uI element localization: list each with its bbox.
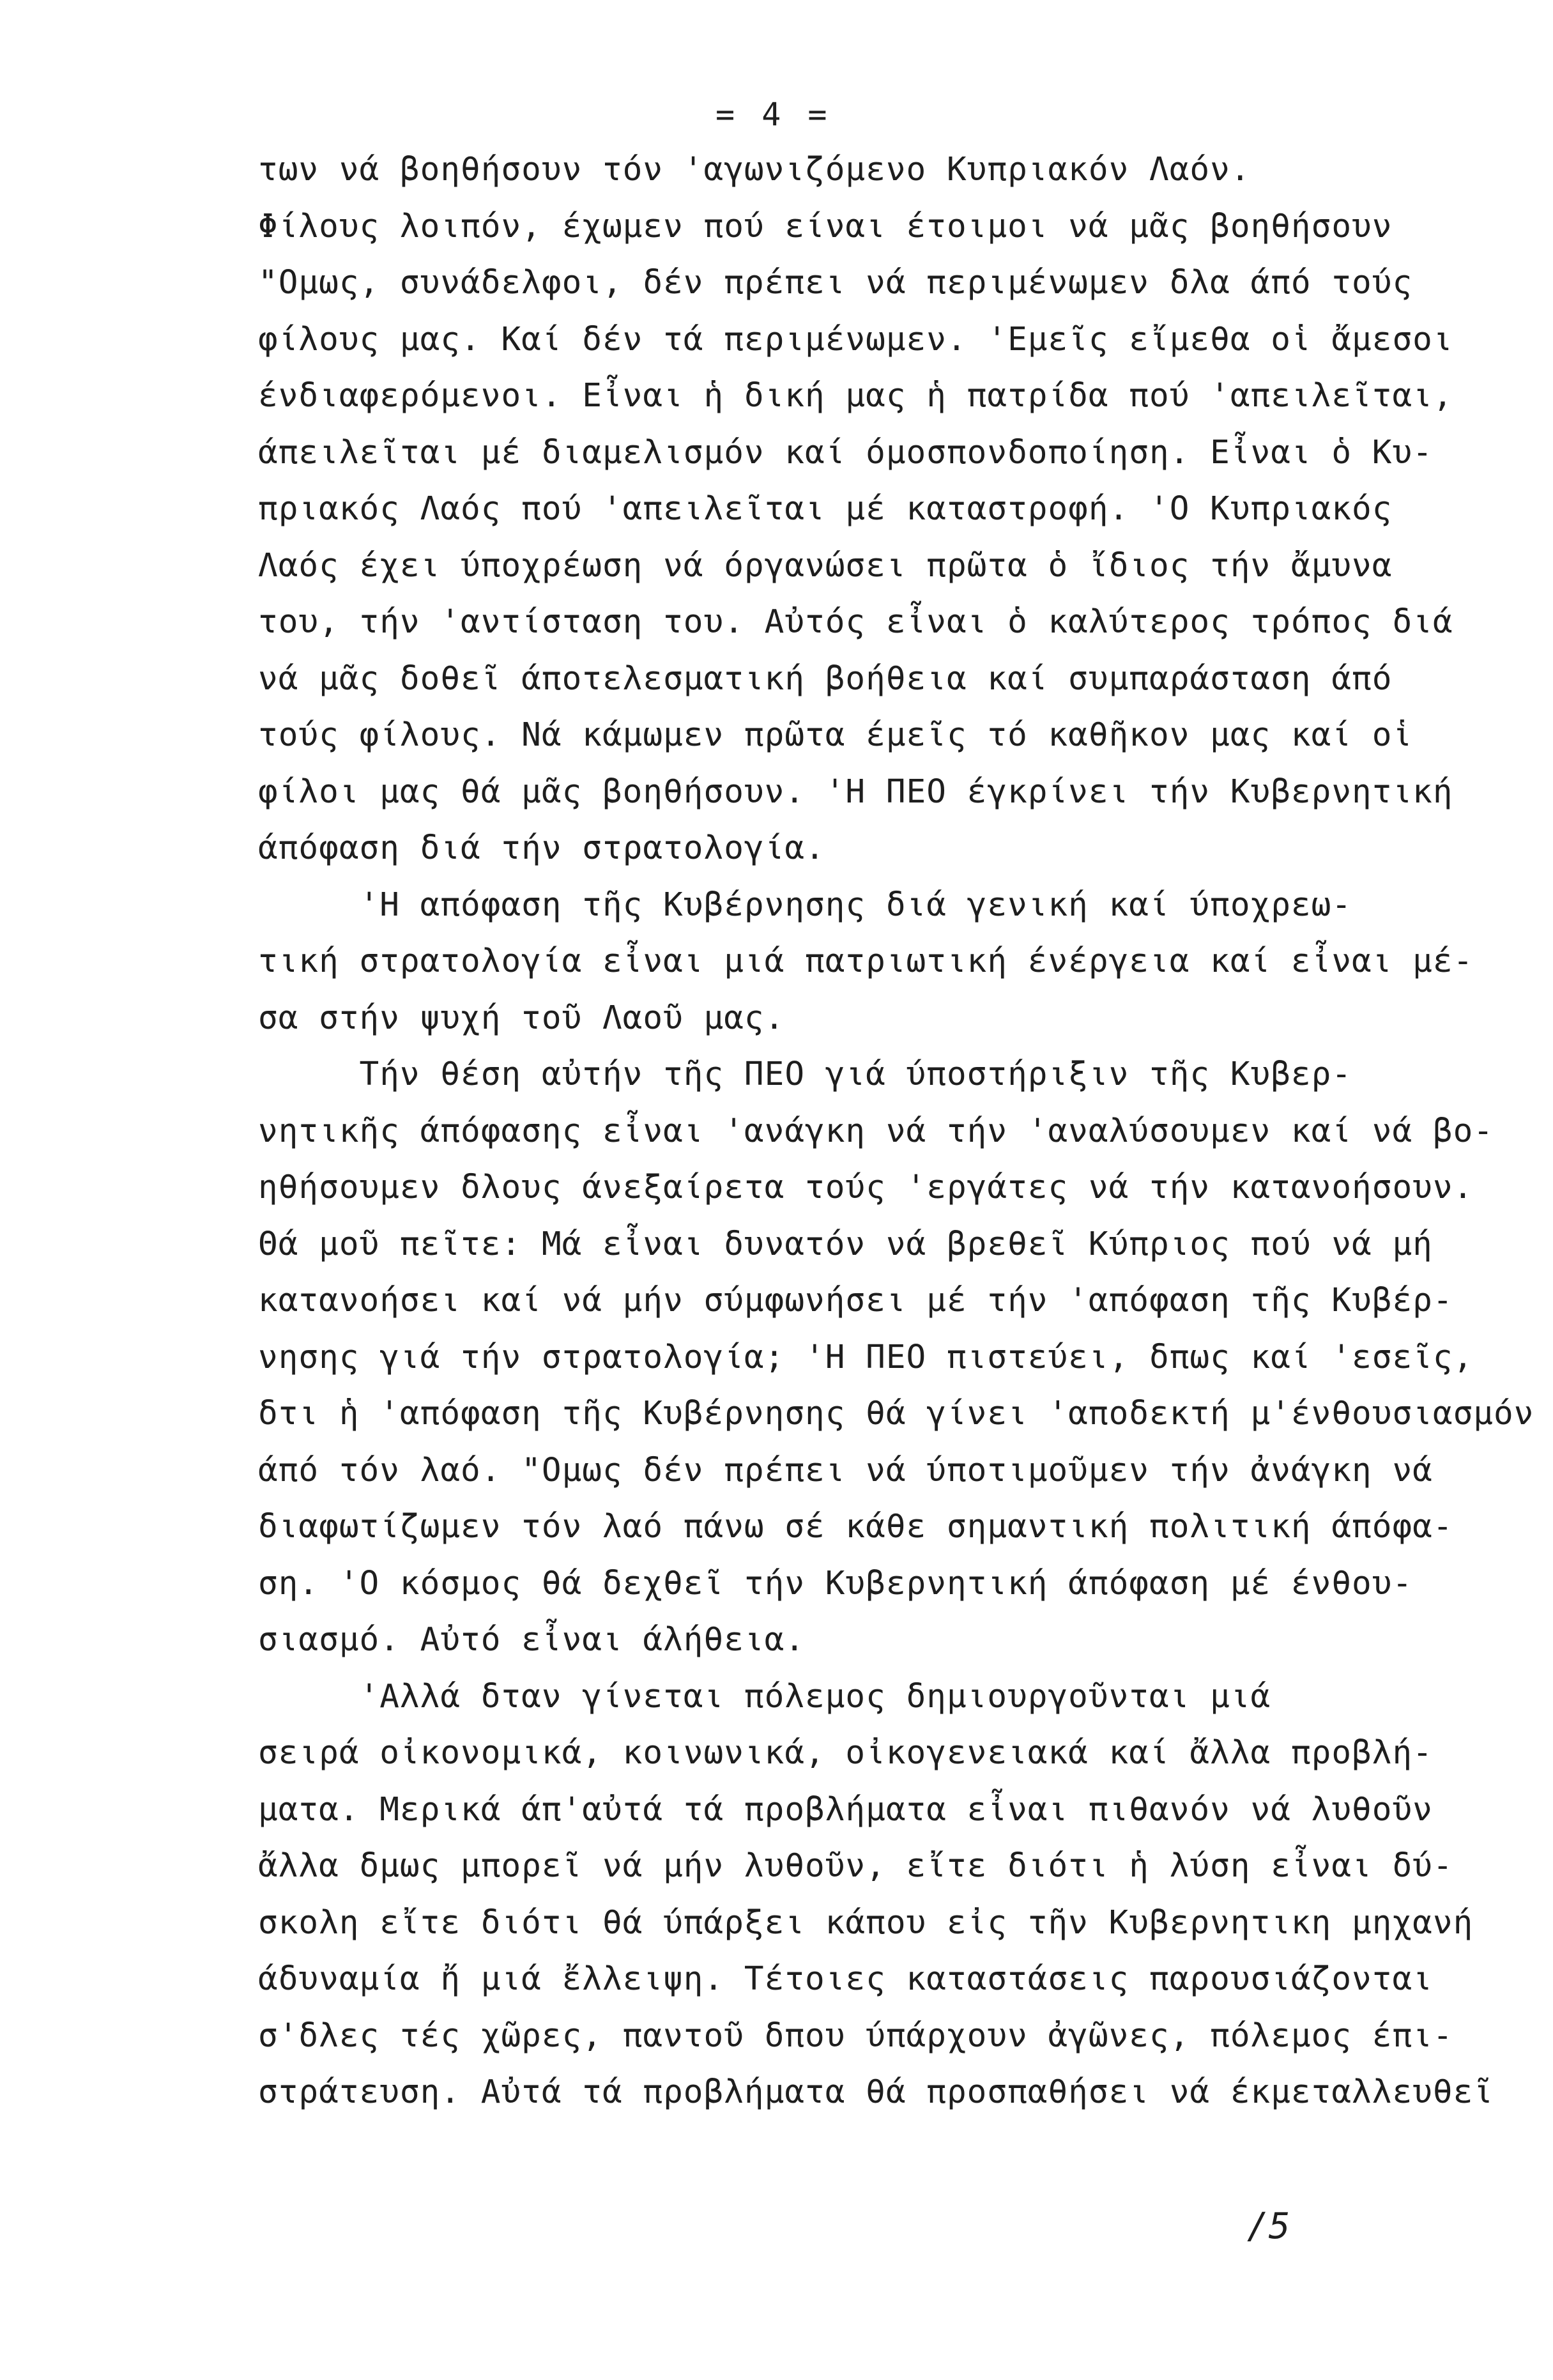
text-line: σκολη εἴτε διότι θά ύπάρξει κάπου εἰς τῆν Κυβερνητικη μηχανή <box>258 1903 1474 1942</box>
text-line: νά μᾶς δοθεῖ άποτελεσματική βοήθεια καί συμπαράσταση άπό <box>258 659 1393 698</box>
text-line: άπόφαση διά τήν στρατολογία. <box>258 829 825 867</box>
text-line: τούς φίλους. Νά κάμωμεν πρῶτα έμεῖς τό καθῆκον μας καί οἱ <box>258 716 1413 754</box>
text-line: Φίλους λοιπόν, έχωμεν πού είναι έτοιμοι νά μᾶς βοηθήσουν <box>258 207 1393 245</box>
text-line: νησης γιά τήν στρατολογία; 'Η ΠΕΟ πιστεύει, δπως καί 'εσεῖς, <box>258 1338 1474 1376</box>
text-line: 'Η απόφαση τῆς Κυβέρνησης διά γενική καί ύποχρεω- <box>258 886 1352 924</box>
body-text <box>258 142 1534 2121</box>
text-line: σειρά οἰκονομικά, κοινωνικά, οἰκογενειακά καί ἄλλα προβλή- <box>258 1734 1433 1772</box>
text-line: άπό τόν λαό. "Ομως δέν πρέπει νά ύποτιμοῦμεν τήν ἀνάγκη νά <box>258 1451 1433 1489</box>
text-line: άπειλεῖται μέ διαμελισμόν καί όμοσπονδοποίηση. Εἶναι ὁ Κυ- <box>258 433 1433 472</box>
text-line: δτι ἡ 'απόφαση τῆς Κυβέρνησης θά γίνει 'αποδεκτή μ'ένθουσιασμόν <box>258 1395 1534 1432</box>
text-line: Τήν θέση αὐτήν τῆς ΠΕΟ γιά ύποστήριξιν τῆς Κυβερ- <box>258 1056 1352 1093</box>
text-line: τική στρατολογία εἶναι μιά πατριωτική ένέργεια καί εἶναι μέ- <box>258 942 1474 980</box>
text-line: πριακός Λαός πού 'απειλεῖται μέ καταστροφή. 'Ο Κυπριακός <box>258 490 1393 528</box>
text-line: σ'δλες τές χῶρες, παντοῦ δπου ύπάρχουν ἀγῶνες, πόλεμος έπι- <box>258 2016 1453 2055</box>
text-line: διαφωτίζωμεν τόν λαό πάνω σέ κάθε σημαντική πολιτική άπόφα- <box>258 1508 1453 1546</box>
text-line: ένδιαφερόμενοι. Εἶναι ἡ δική μας ἡ πατρίδα πού 'απειλεῖται, <box>258 377 1453 415</box>
text-line: Θά μοῦ πεῖτε: Μά εἶναι δυνατόν νά βρεθεῖ Κύπριος πού νά μή <box>258 1225 1433 1263</box>
text-line: σιασμό. Αὐτό εἶναι άλήθεια. <box>258 1621 806 1659</box>
text-line: ηθήσουμεν δλους άνεξαίρετα τούς 'εργάτες νά τήν κατανοήσουν. <box>258 1169 1474 1206</box>
text-line: νητικῆς άπόφασης εἶναι 'ανάγκη νά τήν 'αναλύσουμεν καί νά βο- <box>258 1112 1494 1150</box>
text-line: "Ομως, συνάδελφοι, δέν πρέπει νά περιμένωμεν δλα άπό τούς <box>258 264 1413 302</box>
text-line: ἄλλα δμως μπορεῖ νά μήν λυθοῦν, εἴτε διότι ἡ λύση εἶναι δύ- <box>258 1847 1453 1885</box>
text-line: φίλους μας. Καί δέν τά περιμένωμεν. 'Εμεῖς εἴμεθα οἱ ἄμεσοι <box>258 320 1453 358</box>
text-line: στράτευση. Αὐτά τά προβλήματα θά προσπαθήσει νά έκμεταλλευθεῖ <box>258 2073 1494 2111</box>
text-line: άδυναμία ἤ μιά ἔλλειψη. Τέτοιες καταστάσεις παρουσιάζονται <box>258 1960 1433 1998</box>
text-line: ματα. Μερικά άπ'αὐτά τά προβλήματα εἶναι πιθανόν νά λυθοῦν <box>258 1790 1433 1829</box>
page-number: = 4 = <box>715 96 831 133</box>
text-line: φίλοι μας θά μᾶς βοηθήσουν. 'Η ΠΕΟ έγκρίνει τήν Κυβερνητική <box>258 772 1453 811</box>
text-line: των νά βοηθήσουν τόν 'αγωνιζόμενο Κυπριακόν Λαόν. <box>258 151 1251 188</box>
text-line: του, τήν 'αντίσταση του. Αὐτός εἶναι ὁ καλύτερος τρόπος διά <box>258 603 1453 641</box>
text-line: 'Αλλά δταν γίνεται πόλεμος δημιουργοῦνται μιά <box>258 1677 1271 1716</box>
text-line: Λαός έχει ύποχρέωση νά όργανώσει πρῶτα ὁ ἴδιος τήν ἄμυνα <box>258 546 1393 585</box>
text-line: κατανοήσει καί νά μήν σύμφωνήσει μέ τήν 'απόφαση τῆς Κυβέρ- <box>258 1282 1453 1319</box>
continuation-marker: /5 <box>1247 2206 1290 2247</box>
text-line: ση. 'Ο κόσμος θά δεχθεῖ τήν Κυβερνητική άπόφαση μέ ένθου- <box>258 1564 1413 1602</box>
text-line: σα στήν ψυχή τοῦ Λαοῦ μας. <box>258 999 785 1037</box>
